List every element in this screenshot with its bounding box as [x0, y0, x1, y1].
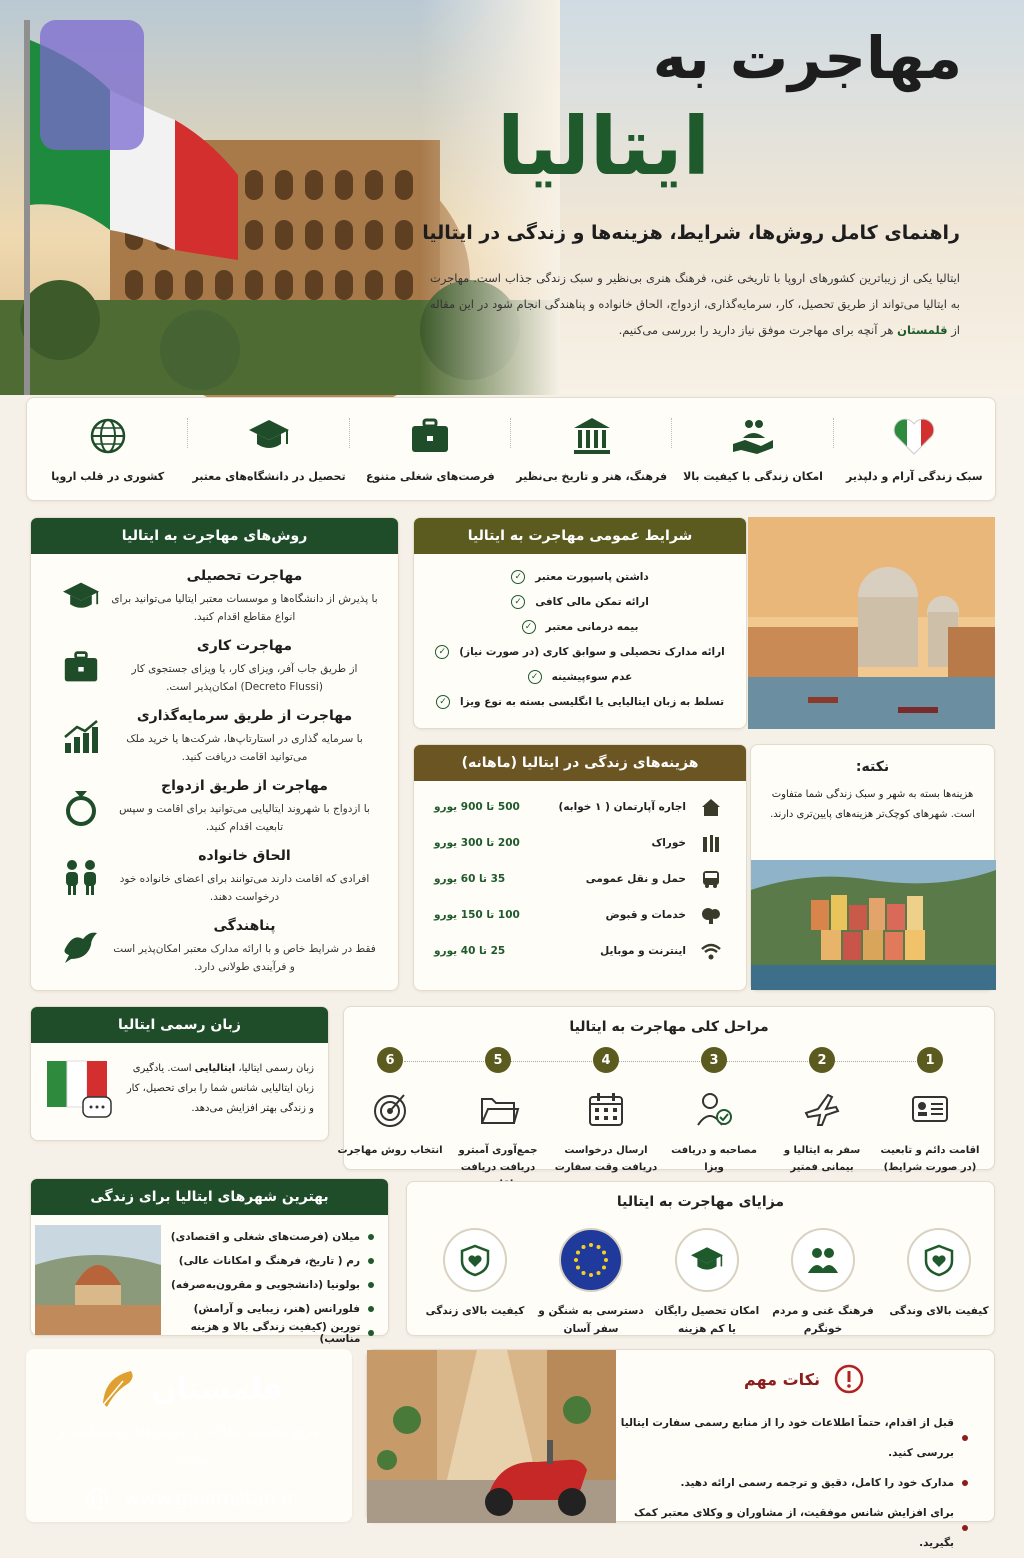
- method-title: مهاجرت کاری: [196, 638, 293, 654]
- check-icon: ✓: [436, 695, 450, 709]
- condition-item: تسلط به زبان ایتالیایی یا انگلیسی بسته به نوع ویزا ✓: [414, 689, 746, 714]
- step-item: [768, 1047, 876, 1176]
- cost-row: [414, 897, 746, 933]
- globe-icon: [86, 416, 130, 456]
- step-number: 4: [593, 1047, 619, 1073]
- city-item: فلورانس (هنر، زیبایی و آرامش): [161, 1297, 374, 1321]
- website-link[interactable]: www.galamstan.ir: [124, 1488, 296, 1510]
- intro-text-2: هر آنچه برای مهاجرت موفق نیاز دارید را بررسی می‌کنیم.: [618, 323, 894, 337]
- people-icon: [806, 1243, 840, 1277]
- hero-title-line2: ایتالیا: [497, 100, 710, 193]
- brand-tagline: مرجع تخصصی مقالات و آموزش‌های روانشناسی و سلامت: [58, 1423, 319, 1466]
- feature-item: [350, 398, 511, 500]
- step-item: [660, 1047, 768, 1176]
- method-item: [31, 912, 398, 982]
- cost-label: اینترنت و موبایل: [600, 945, 686, 957]
- method-desc: فقط در شرایط خاص و با ارائه مدارک معتبر امکان‌پذیر است و فرآیندی طولانی دارد.: [113, 943, 376, 973]
- venice-photo: [748, 517, 995, 729]
- feature-label: امکان زندگی با کیفیت بالا: [683, 469, 823, 483]
- cost-value: 35 تا 60 یورو: [434, 873, 506, 885]
- method-title: مهاجرت از طریق سرمایه‌گذاری: [136, 708, 353, 724]
- step-number: 3: [701, 1047, 727, 1073]
- method-desc: با ازدواج با شهروند ایتالیایی می‌توانید برای اقامت و سپس تابعیت اقدام کنید.: [119, 803, 370, 833]
- cost-value: 100 تا 150 یورو: [434, 909, 520, 921]
- features-bar: [26, 397, 996, 501]
- briefcase-icon: [61, 649, 101, 685]
- shield-heart-icon: [922, 1243, 956, 1277]
- benefit-label: فرهنگ غنی و مردم خونگرم: [772, 1305, 874, 1335]
- florence-photo: [35, 1225, 161, 1335]
- important-panel: [366, 1349, 995, 1549]
- important-item: برای افزایش شانس موفقیت، از مشاوران و وکلای معتبر کمک بگیرید.: [614, 1498, 968, 1558]
- alert-icon: [834, 1364, 864, 1394]
- bus-icon: [700, 869, 722, 889]
- condition-item: ارائه مدارک تحصیلی و سوابق کاری (در صورت نیاز) ✓: [414, 639, 746, 664]
- cost-row: [414, 861, 746, 897]
- heart-flag-icon: [892, 416, 936, 456]
- hand-people-icon: [731, 416, 775, 456]
- benefit-item: [768, 1228, 878, 1338]
- step-item: [876, 1047, 984, 1176]
- check-icon: ✓: [522, 620, 536, 634]
- intro-brand[interactable]: قلمستان: [897, 323, 948, 337]
- cost-value: 25 تا 40 یورو: [434, 945, 506, 957]
- food-icon: [700, 833, 722, 853]
- method-item: [31, 772, 398, 842]
- graduation-cap-icon: [59, 579, 103, 615]
- cost-row: [414, 825, 746, 861]
- step-item: [552, 1047, 660, 1176]
- id-card-icon: [910, 1089, 950, 1129]
- cost-row: [414, 933, 746, 969]
- method-item: [31, 842, 398, 912]
- italian-flag-chat-icon: [45, 1057, 115, 1121]
- brand-name: قلمستان: [151, 1371, 283, 1407]
- hero: [0, 0, 1024, 395]
- language-text: زبان رسمی ایتالیا، ایتالیایی است. یادگیری زبان ایتالیایی شانس شما را برای تحصیل، کار و زندگی بهتر افزایش می‌دهد.: [126, 1063, 314, 1114]
- methods-title: روش‌های مهاجرت به ایتالیا: [31, 518, 398, 554]
- feature-label: سبک زندگی آرام و دلپذیر: [846, 469, 983, 483]
- benefit-label: کیفیت بالای زندگی: [425, 1305, 525, 1317]
- important-item: قبل از اقدام، حتماً اطلاعات خود را از منابع رسمی سفارت ایتالیا بررسی کنید.: [614, 1408, 968, 1468]
- dove-icon: [61, 929, 101, 965]
- benefit-item: [536, 1228, 646, 1338]
- note-title: نکته:: [855, 759, 890, 775]
- method-title: پناهندگی: [213, 918, 276, 934]
- shield-heart-icon: [458, 1243, 492, 1277]
- steps-panel: [337, 1006, 995, 1173]
- benefit-item: [420, 1228, 530, 1320]
- note-text: هزینه‌ها بسته به شهر و سبک زندگی شما متفاوت است. شهرهای کوچک‌تر هزینه‌های پایین‌تری دارند.: [770, 789, 975, 820]
- benefits-panel: [406, 1181, 995, 1336]
- step-item: [444, 1047, 552, 1193]
- step-label: سفر به ایتالیا و بیمانی فمتیر: [783, 1145, 861, 1173]
- method-title: مهاجرت تحصیلی: [186, 568, 303, 584]
- check-icon: ✓: [511, 570, 525, 584]
- feature-label: فرهنگ، هنر و تاریخ بی‌نظیر: [516, 469, 668, 483]
- cities-panel: [30, 1178, 389, 1345]
- feature-item: [511, 398, 672, 500]
- cost-label: خوراک: [651, 837, 686, 849]
- airplane-icon: [802, 1089, 842, 1129]
- utilities-icon: [700, 905, 722, 925]
- graduation-cap-icon: [247, 416, 291, 456]
- important-item: مدارک خود را کامل، دقیق و ترجمه رسمی ارائه دهید.: [614, 1468, 968, 1498]
- condition-item: داشتن پاسپورت معتبر ✓: [414, 564, 746, 589]
- cost-row: [414, 789, 746, 825]
- condition-item: ارائه تمکن مالی کافی ✓: [414, 589, 746, 614]
- briefcase-icon: [408, 416, 452, 456]
- feature-item: [188, 398, 349, 500]
- step-number: 2: [809, 1047, 835, 1073]
- brand-panel: [26, 1349, 352, 1522]
- method-title: مهاجرت از طریق ازدواج: [161, 778, 328, 794]
- step-number: 1: [917, 1047, 943, 1073]
- benefits-title: مزایای مهاجرت به ایتالیا: [616, 1194, 785, 1210]
- step-item: [336, 1047, 444, 1159]
- conditions-title: شرایط عمومی مهاجرت به ایتالیا: [414, 518, 746, 554]
- benefit-label: کیفیت بالای وندگی: [889, 1305, 989, 1317]
- step-label: ارسال درخواست دریافت وقت سفارت: [554, 1145, 658, 1173]
- method-item: [31, 702, 398, 772]
- cost-value: 200 تا 300 یورو: [434, 837, 520, 849]
- cities-title: بهترین شهرهای ایتالیا برای زندگی: [31, 1179, 388, 1215]
- hero-subtitle: راهنمای کامل روش‌ها، شرایط، هزینه‌ها و زندگی در ایتالیا: [422, 222, 960, 244]
- cost-label: خدمات و قبوض: [605, 909, 686, 921]
- step-number: 6: [377, 1047, 403, 1073]
- house-icon: [700, 797, 722, 817]
- hero-intro: [430, 265, 960, 343]
- cost-value: 500 تا 900 یورو: [434, 801, 520, 813]
- note-card: [750, 744, 995, 991]
- benefit-item: [652, 1228, 762, 1338]
- museum-icon: [570, 416, 614, 456]
- ring-icon: [63, 787, 99, 827]
- globe-icon: [83, 1485, 111, 1513]
- benefit-label: دسترسی به شنگن و سفر آسان: [538, 1305, 644, 1335]
- method-desc: از طریق جاب آفر، ویزای کار، یا ویزای جستجوی کار (Decreto Flussi) امکان‌پذیر است.: [131, 663, 358, 693]
- hero-title-line1: مهاجرت به: [652, 24, 962, 92]
- important-title: نکات مهم: [744, 1369, 820, 1389]
- city-item: تورین (کیفیت زندگی بالا و هزینه مناسب): [161, 1321, 374, 1345]
- step-label: انتخاب روش مهاجرت: [337, 1145, 443, 1156]
- feather-icon: [95, 1367, 139, 1411]
- check-icon: ✓: [511, 595, 525, 609]
- costs-title: هزینه‌های زندگی در ایتالیا (ماهانه): [414, 745, 746, 781]
- check-icon: ✓: [435, 645, 449, 659]
- condition-item: بیمه درمانی معتبر ✓: [414, 614, 746, 639]
- wifi-icon: [700, 941, 722, 961]
- person-check-icon: [694, 1089, 734, 1129]
- feature-item: [27, 398, 188, 500]
- city-item: بولونیا (دانشجویی و مقرون‌به‌صرفه): [161, 1273, 374, 1297]
- feature-label: تحصیل در دانشگاه‌های معتبر: [192, 469, 346, 483]
- target-icon: [370, 1089, 410, 1129]
- feature-label: کشوری در قلب اروپا: [51, 469, 165, 483]
- method-item: [31, 632, 398, 702]
- method-item: [31, 562, 398, 632]
- method-title: الحاق خانواده: [198, 848, 291, 864]
- condition-item: عدم سوءپیشینه ✓: [414, 664, 746, 689]
- city-item: میلان (فرصت‌های شغلی و اقتصادی): [161, 1225, 374, 1249]
- step-label: جمع‌آوری آمبترو دریافت دریافت: [458, 1145, 538, 1173]
- check-icon: ✓: [528, 670, 542, 684]
- street-scooter-photo: [367, 1350, 616, 1523]
- family-icon: [61, 859, 101, 895]
- method-desc: افرادی که اقامت دارند می‌توانند برای اعضای خانواده خود درخواست دهند.: [119, 873, 370, 903]
- benefit-item: [884, 1228, 994, 1320]
- step-label: مصاحبه و دریافت ویزا: [671, 1145, 757, 1173]
- folder-icon: [478, 1089, 518, 1129]
- feature-item: [672, 398, 833, 500]
- method-desc: با پذیرش از دانشگاه‌ها و موسسات معتبر ایتالیا می‌توانید برای انواع مقاطع اقدام کنید.: [111, 593, 378, 623]
- calendar-icon: [586, 1089, 626, 1129]
- benefit-label: امکان تحصیل رایگان یا کم هزینه: [654, 1305, 760, 1335]
- step-label: اقامت دائم و تابعیت (در صورت شرایط): [880, 1145, 980, 1173]
- costs-panel: [413, 744, 747, 991]
- method-desc: با سرمایه گذاری در استارتاپ‌ها، شرکت‌ها یا خرید ملک می‌توانید اقامت دریافت کنید.: [126, 733, 363, 763]
- step-number: 5: [485, 1047, 511, 1073]
- city-item: رم ( تاریخ، فرهنگ و امکانات عالی): [161, 1249, 374, 1273]
- conditions-panel: [413, 517, 747, 729]
- cinque-terre-photo: [751, 860, 996, 990]
- eu-flag-icon: [566, 1235, 616, 1285]
- cost-label: حمل و نقل عمومی: [585, 873, 686, 885]
- graduation-cap-icon: [689, 1244, 725, 1276]
- language-panel: [30, 1006, 329, 1141]
- feature-label: فرصت‌های شغلی متنوع: [366, 469, 495, 483]
- feature-item: [834, 398, 995, 500]
- methods-panel: [30, 517, 399, 991]
- intro-text-1: ایتالیا یکی از زیباترین کشورهای اروپا با تاریخی غنی، فرهنگ هنری بی‌نظیر و سبک زندگی جذاب است. مهاجرت به ایتالیا می‌تواند از طریق تحصیل، کار، سرمایه‌گذاری، ازدواج، الحاق خانواده و پناهندگی انجام شود در این مقاله از: [430, 271, 960, 337]
- steps-title: مراحل کلی مهاجرت به ایتالیا: [569, 1019, 769, 1035]
- language-title: زبان رسمی ایتالیا: [31, 1007, 328, 1043]
- cost-label: اجاره آپارتمان ( ۱ خوابه): [558, 801, 686, 813]
- growth-chart-icon: [61, 719, 101, 755]
